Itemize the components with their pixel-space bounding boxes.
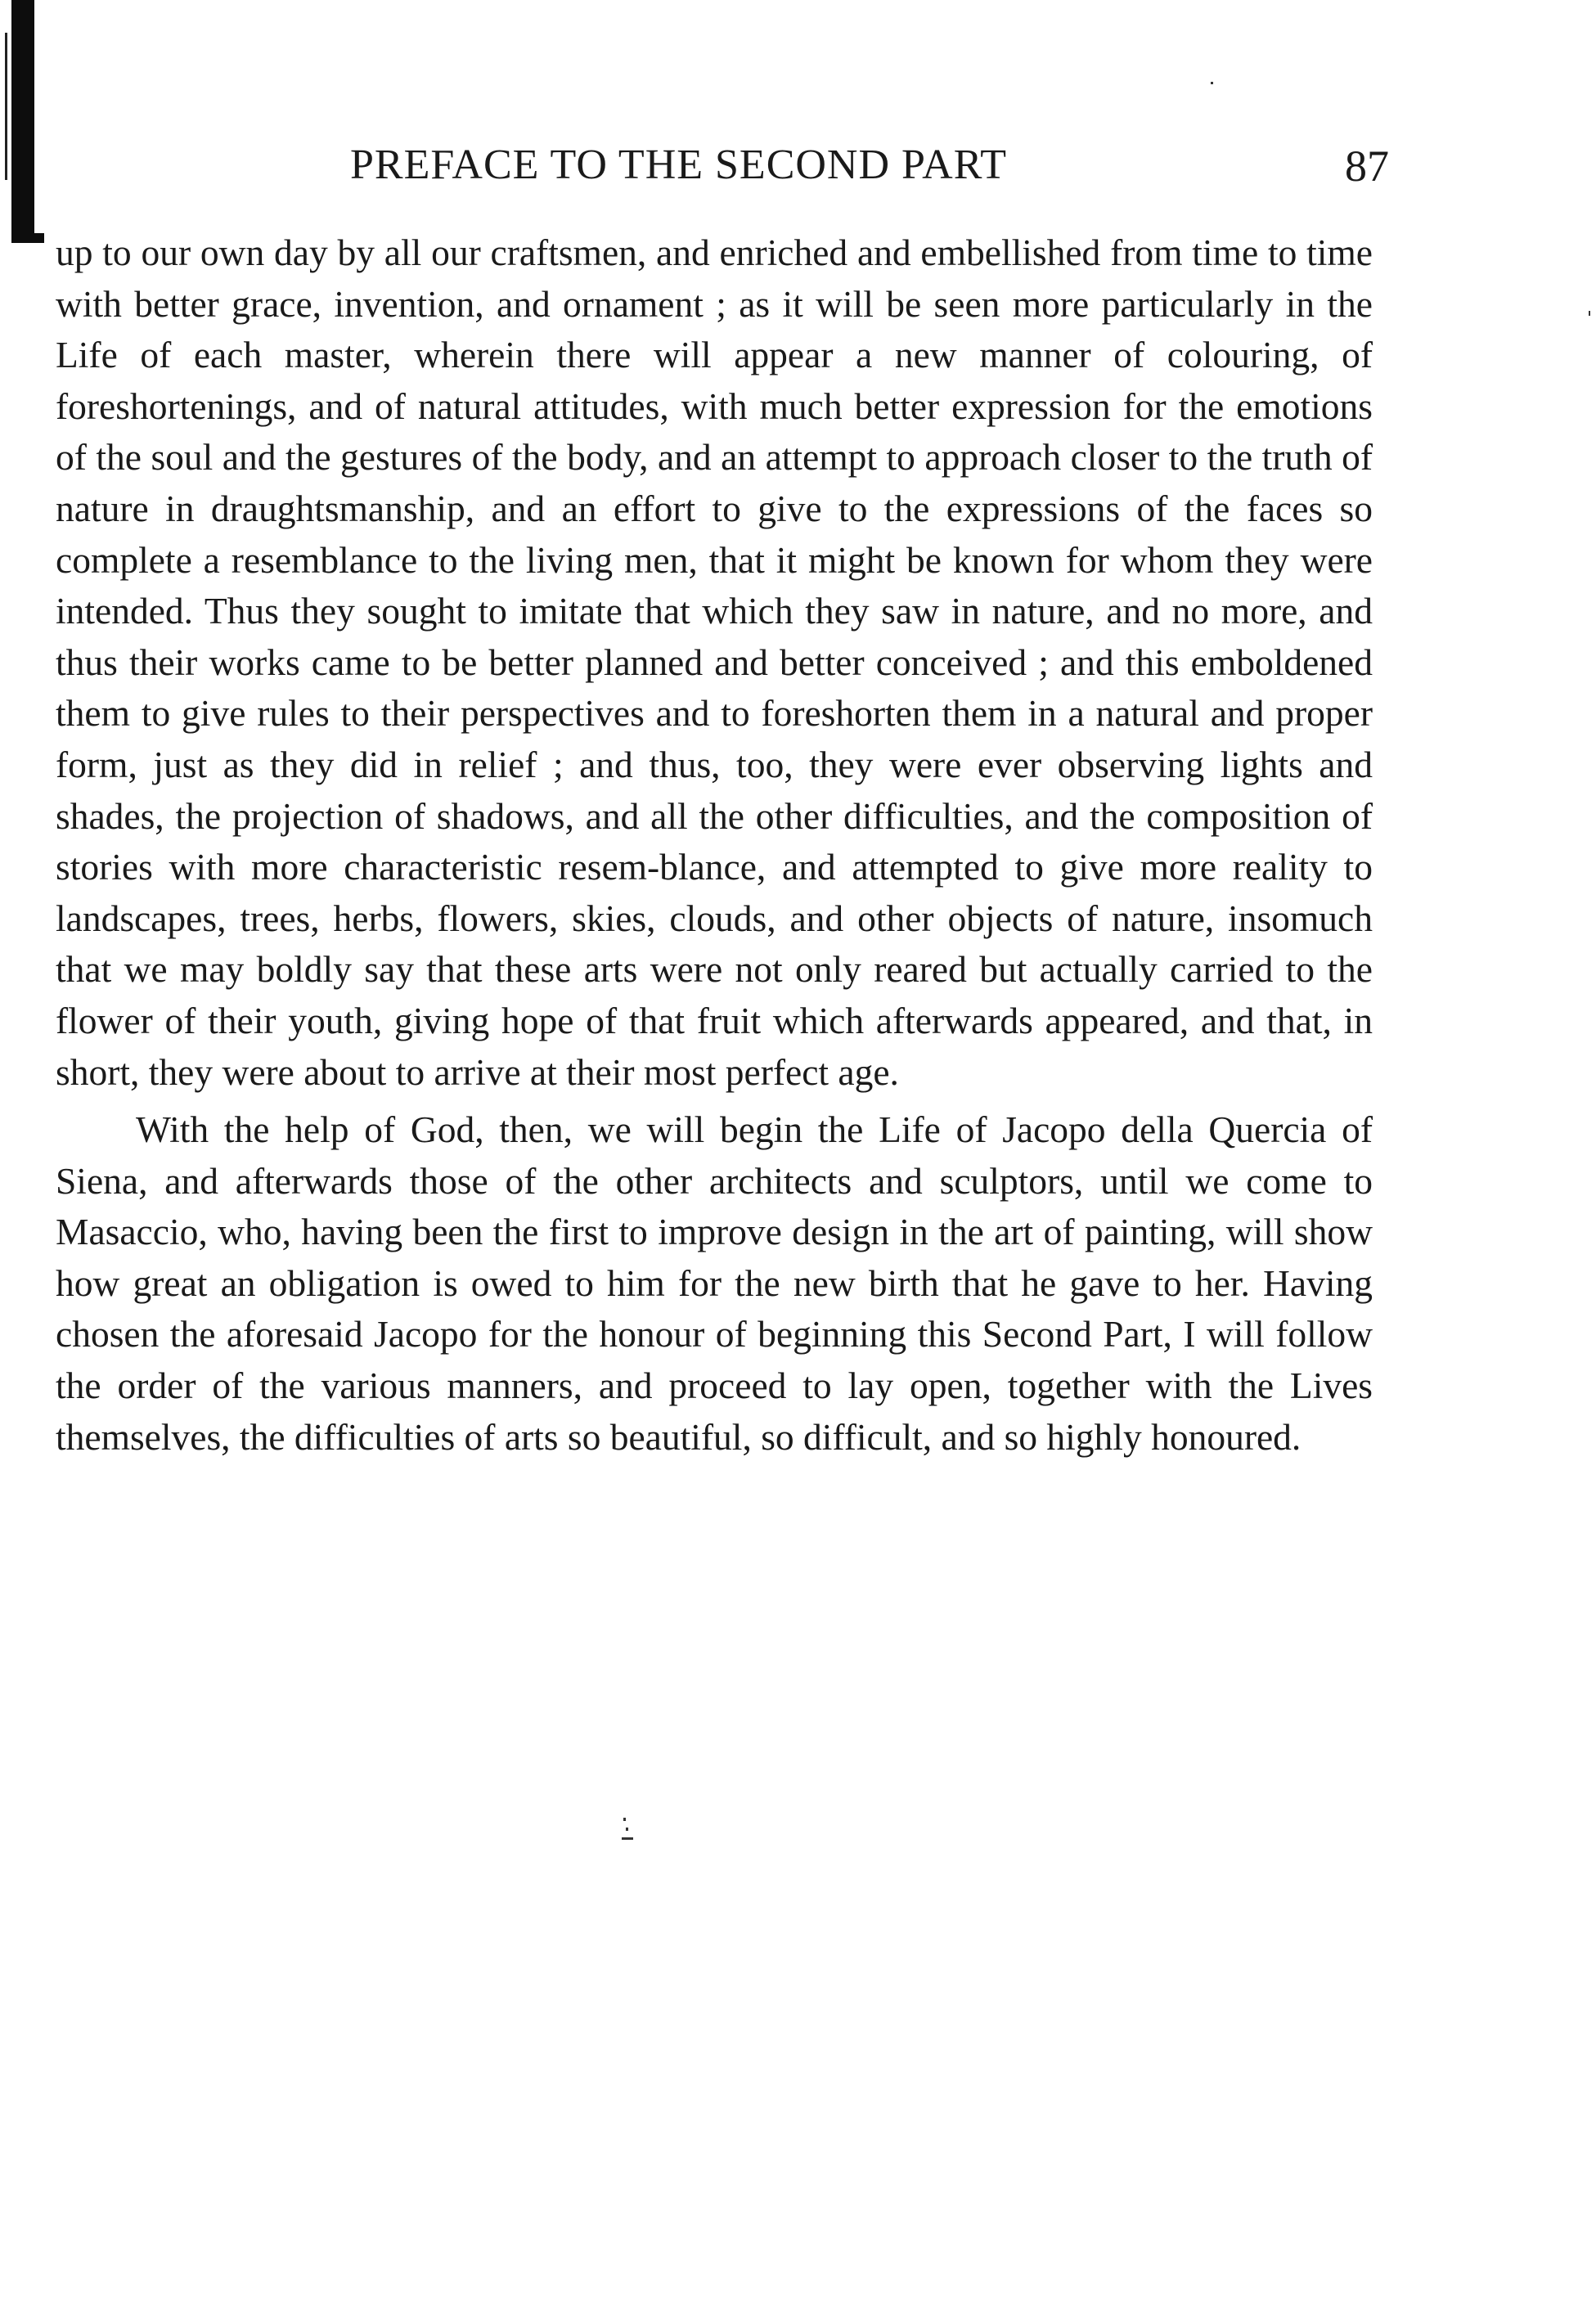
scan-speck	[622, 1837, 633, 1840]
scan-speck	[1211, 82, 1213, 84]
running-head-title: PREFACE TO THE SECOND PART	[350, 142, 1008, 188]
running-head	[56, 141, 1389, 191]
paragraph: up to our own day by all our craftsmen, and enriched and embellished from time to time with better grace, invention, and ornament ; as it will be seen more particularly in the Life of each master, wherein there will appear a new manner of colouring, of foreshortenings, and of natural attitudes, with much better expression for the emotions of the soul and the gestures of the body, and an attempt to approach closer to the truth of nature in draughtsmanship, and an effort to give to the expressions of the faces so complete a resemblance to the living men, that it might be known for whom they were intended. Thus they sought to imitate that which they saw in nature, and no more, and thus their works came to be better planned and better conceived ; and this emboldened them to give rules to their perspectives and to foreshorten them in a natural and proper form, just as they did in relief ; and thus, too, they were ever observing lights and shades, the projection of shadows, and all the other difficulties, and the composition of stories with more characteristic resem-blance, and attempted to give more reality to landscapes, trees, herbs, flowers, skies, clouds, and other objects of nature, insomuch that we may boldly say that these arts were not only reared but actually carried to the flower of their youth, giving hope of that fruit which afterwards appeared, and that, in short, they were about to arrive at their most perfect age.	[56, 232, 1373, 1093]
paragraph: With the help of God, then, we will begin the Life of Jacopo della Quercia of Siena, and afterwards those of the other architects and sculptors, until we come to Masaccio, who, having been the first to improve design in the art of painting, will show how great an obligation is owed to him for the new birth that he gave to her. Having chosen the aforesaid Jacopo for the honour of beginning this Second Part, I will follow the order of the various manners, and proceed to lay open, together with the Lives themselves, the difficulties of arts so beautiful, so difficult, and so highly honoured.	[56, 1108, 1373, 1458]
scan-binding-edge	[11, 0, 34, 237]
scan-speck	[626, 1828, 628, 1831]
scan-binding-edge-tail	[11, 233, 44, 243]
body-text	[56, 227, 1373, 1463]
page-number: 87	[1345, 142, 1389, 191]
scan-speck	[623, 1818, 626, 1821]
scan-margin-mark	[5, 33, 7, 180]
scan-speck	[1589, 311, 1590, 316]
